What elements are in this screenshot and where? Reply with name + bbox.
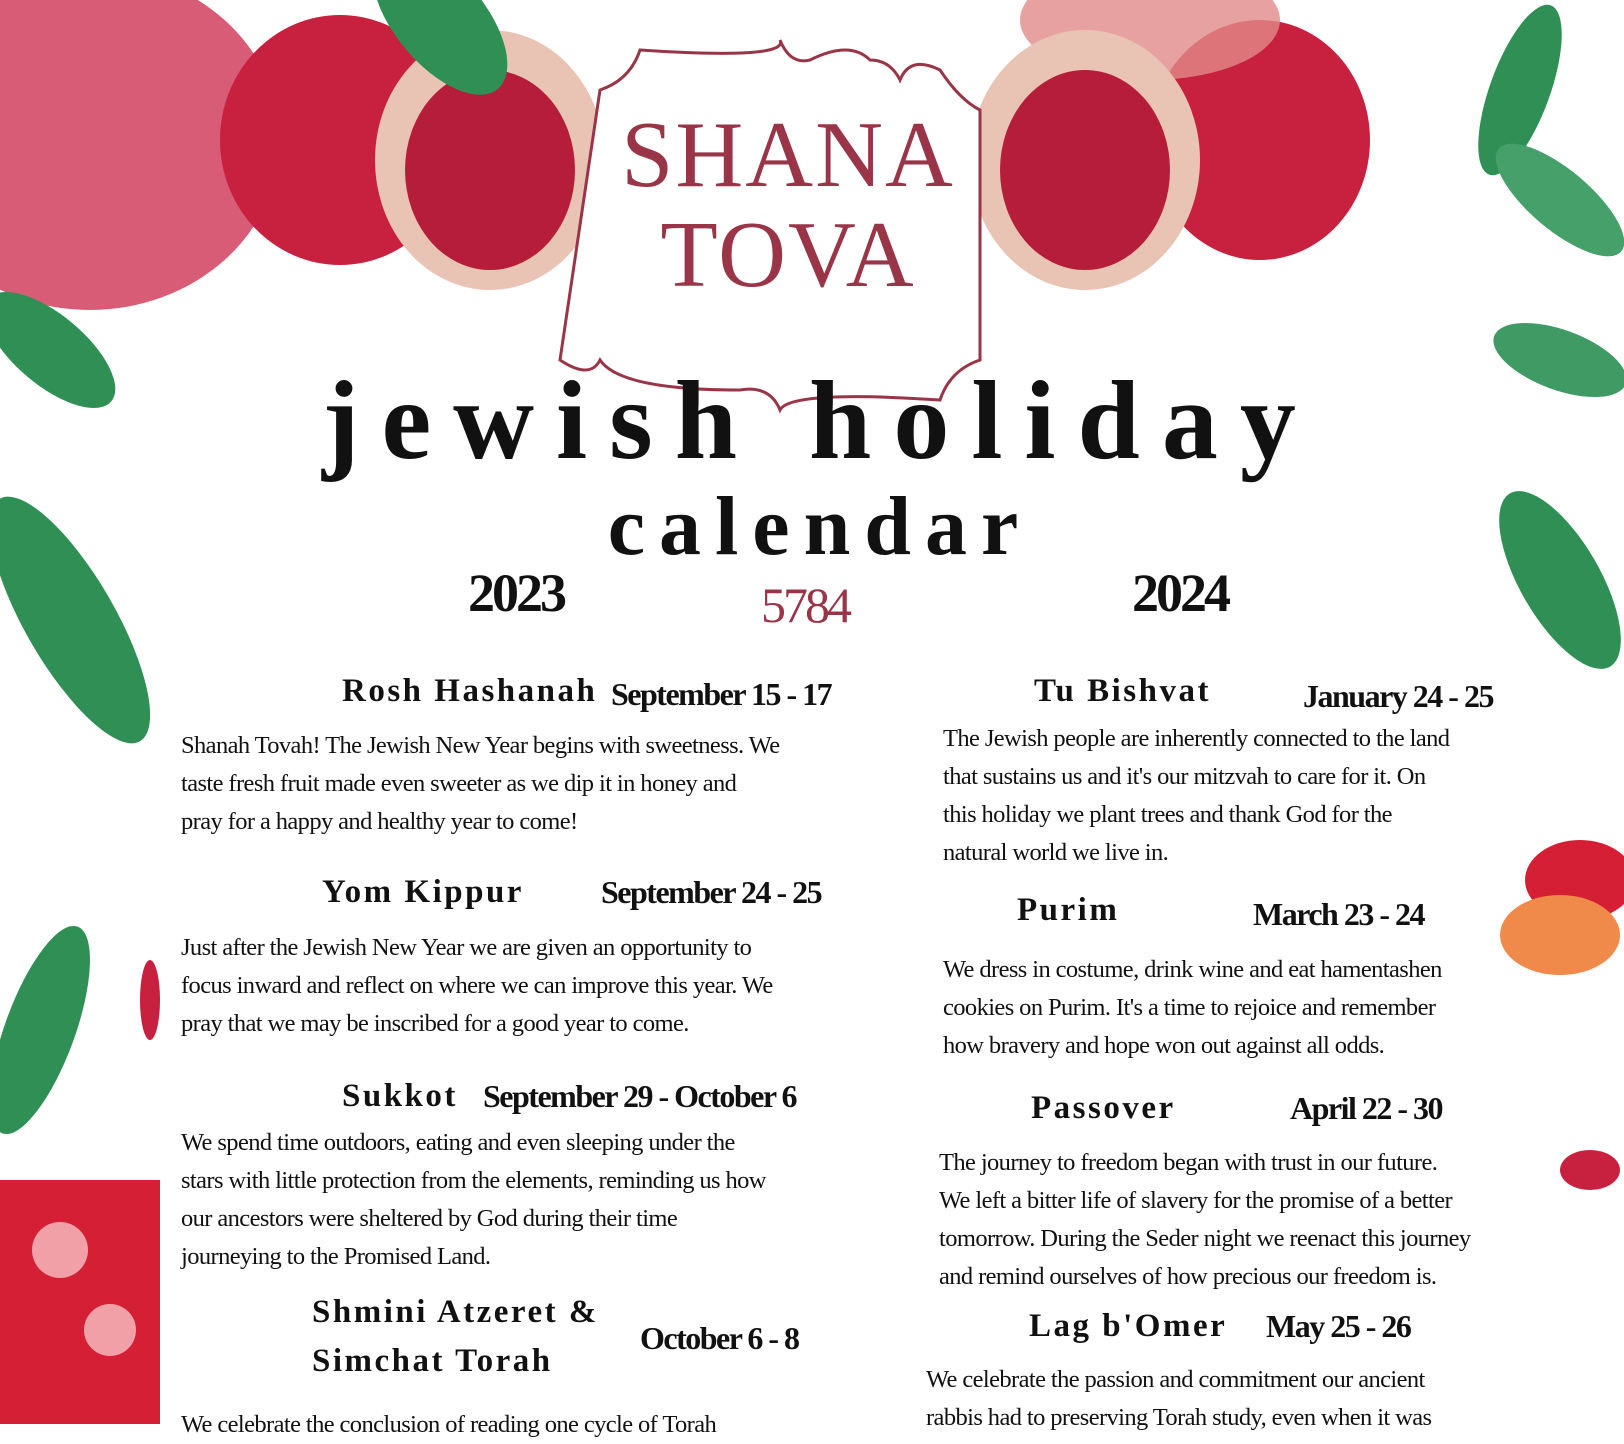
text-line: Shanah Tovah! The Jewish New Year begins with sweetness. We <box>181 732 780 759</box>
holiday-description <box>926 1361 1431 1437</box>
holiday-description <box>181 727 780 841</box>
text-line: taste fresh fruit made even sweeter as we dip it in honey and <box>181 770 737 797</box>
page-subtitle: calendar <box>607 480 1033 573</box>
text-line: We celebrate the passion and commitment our ancient <box>926 1366 1425 1393</box>
holiday-date: September 29 - October 6 <box>483 1078 796 1114</box>
text-line: The Jewish people are inherently connected to the land <box>943 725 1450 752</box>
page-title: jewish holiday <box>322 359 1318 483</box>
holiday-title: Rosh Hashanah <box>342 673 598 709</box>
text-line: natural world we live in. <box>943 839 1169 866</box>
shana-text: SHANA <box>621 103 955 207</box>
holiday-title: Tu Bishvat <box>1034 673 1211 709</box>
text-line: that sustains us and it's our mitzvah to care for it. On <box>943 763 1426 790</box>
holiday-title: Purim <box>1017 892 1120 928</box>
text-line: We dress in costume, drink wine and eat hamentashen <box>943 956 1442 983</box>
text-line: We celebrate the conclusion of reading one cycle of Torah <box>181 1411 717 1438</box>
text-line: this holiday we plant trees and thank God for the <box>943 801 1392 828</box>
holiday-date: May 25 - 26 <box>1266 1308 1411 1344</box>
holiday-title: Sukkot <box>342 1078 458 1114</box>
holiday-description <box>181 929 773 1043</box>
text-line: stars with little protection from the elements, reminding us how <box>181 1167 766 1194</box>
text-line: Just after the Jewish New Year we are given an opportunity to <box>181 934 752 961</box>
text-line: tomorrow. During the Seder night we reenact this journey <box>939 1225 1471 1252</box>
holiday-title-line: Simchat Torah <box>312 1343 553 1379</box>
holiday-description <box>943 951 1442 1065</box>
holiday-date: September 15 - 17 <box>611 676 832 712</box>
holiday-description <box>939 1144 1471 1296</box>
tova-text: TOVA <box>660 203 916 307</box>
holiday-description <box>181 1124 766 1276</box>
text-line: and remind ourselves of how precious our freedom is. <box>939 1263 1437 1290</box>
holiday-title: Yom Kippur <box>322 874 524 910</box>
text-line: rabbis had to preserving Torah study, even when it was <box>926 1404 1432 1431</box>
text-line: our ancestors were sheltered by God during their time <box>181 1205 678 1232</box>
text-line: We left a bitter life of slavery for the promise of a better <box>939 1187 1453 1214</box>
holiday-date: October 6 - 8 <box>640 1320 799 1356</box>
holiday-date: April 22 - 30 <box>1290 1090 1443 1126</box>
holiday-date: September 24 - 25 <box>601 874 822 910</box>
text-line: pray for a happy and healthy year to come! <box>181 808 578 835</box>
holiday-title: Passover <box>1031 1090 1176 1126</box>
holiday-description <box>181 1406 716 1444</box>
text-line: We spend time outdoors, eating and even sleeping under the <box>181 1129 735 1156</box>
year-right: 2024 <box>1132 563 1228 623</box>
hebrew-year: 5784 <box>761 577 849 633</box>
text-line: focus inward and reflect on where we can improve this year. We <box>181 972 773 999</box>
holiday-date: March 23 - 24 <box>1253 896 1424 932</box>
year-left: 2023 <box>468 563 564 623</box>
holiday-date: January 24 - 25 <box>1303 678 1493 714</box>
holiday-title: Lag b'Omer <box>1029 1308 1228 1344</box>
text-line: journeying to the Promised Land. <box>181 1243 491 1270</box>
text-line: The journey to freedom began with trust in our future. <box>939 1149 1438 1176</box>
text-line: how bravery and hope won out against all odds. <box>943 1032 1385 1059</box>
holiday-title <box>312 1288 599 1386</box>
text-line: pray that we may be inscribed for a good year to come. <box>181 1010 689 1037</box>
holiday-description <box>943 720 1449 872</box>
text-line: cookies on Purim. It's a time to rejoice and remember <box>943 994 1436 1021</box>
holiday-title-line: Shmini Atzeret & <box>312 1294 599 1330</box>
